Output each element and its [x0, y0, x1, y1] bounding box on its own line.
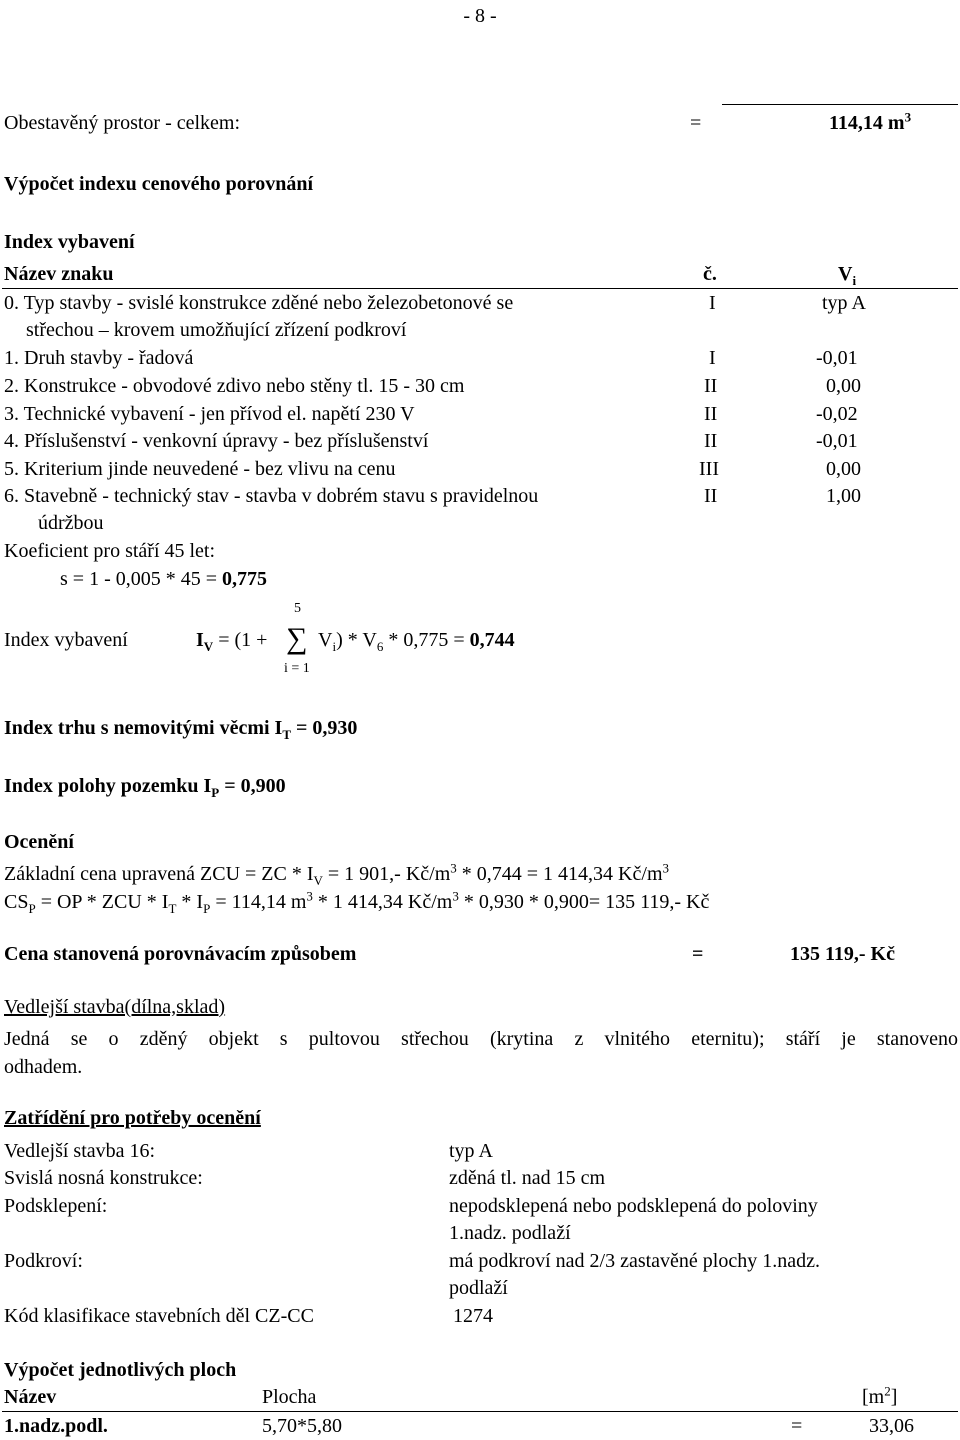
vypocet-title: Výpočet indexu cenového porovnání — [4, 173, 314, 195]
row-name: 3. Technické vybavení - jen přívod el. napětí 230 V — [4, 403, 415, 425]
index-polohy: Index polohy pozemku $I_P = 0,900$ — [4, 775, 286, 800]
table-header-c: č. — [703, 263, 717, 285]
obestaveny-eq: = — [690, 112, 702, 134]
zatrideni-label: Podsklepení: — [4, 1195, 108, 1217]
plochy-row-plocha: 5,70*5,80 — [262, 1415, 342, 1437]
zatrideni-label: Vedlejší stavba 16: — [4, 1140, 156, 1162]
row-v: 1,00 — [826, 485, 861, 507]
page-number: - 8 - — [463, 5, 497, 27]
row-name: 2. Konstrukce - obvodové zdivo nebo stěny tl. 15 - 30 cm — [4, 375, 465, 397]
row-name: 1. Druh stavby - řadová — [4, 347, 194, 369]
row-name: 4. Příslušenství - venkovní úpravy - bez příslušenství — [4, 430, 429, 452]
index-formula-lhs: $I_V = (1$ + — [196, 629, 268, 654]
plochy-header-unit: $[m^2]$ — [862, 1383, 898, 1408]
sum-lower: i = 1 — [284, 661, 310, 676]
plochy-row-name: 1.nadz.podl. — [4, 1415, 108, 1437]
row-v: -0,01 — [816, 347, 858, 369]
row-c: I — [709, 292, 716, 314]
row-name-cont: střechou – krovem umožňující zřízení podkroví — [26, 319, 407, 341]
zatrideni-label: Podkroví: — [4, 1250, 83, 1272]
row-c: II — [704, 375, 718, 397]
plochy-row-eq: = — [791, 1415, 803, 1437]
index-formula-rhs: $V_i) * V_6 * 0,775 = 0,744$ — [318, 629, 515, 654]
index-vybaveni-title: Index vybavení — [4, 231, 135, 253]
row-c: II — [704, 403, 718, 425]
table-header-rule — [2, 288, 958, 289]
row-v: 0,00 — [826, 458, 861, 480]
row-name: 5. Kriterium jinde neuvedené - bez vlivu na cenu — [4, 458, 396, 480]
vedlejsi-paragraph-line2: odhadem. — [4, 1056, 83, 1078]
table-header-v: $V_i$ — [838, 263, 857, 288]
index-trhu: Index trhu s nemovitými věcmi $I_T = 0,930$ — [4, 717, 358, 742]
plochy-header-name: Název — [4, 1386, 57, 1408]
row-v: typ A — [822, 292, 866, 314]
plochy-header-plocha: Plocha — [262, 1386, 317, 1408]
index-formula-label: Index vybavení — [4, 629, 128, 651]
zatrideni-value-cont: podlaží — [449, 1277, 508, 1299]
koef-formula: s = 1 - 0,005 * 45 = 0,775 — [60, 568, 268, 590]
cena-eq: = — [692, 943, 704, 965]
result-rule — [722, 104, 958, 105]
plochy-title: Výpočet jednotlivých ploch — [4, 1359, 237, 1381]
row-v: -0,02 — [816, 403, 858, 425]
cena-label: Cena stanovená porovnávacím způsobem — [4, 943, 357, 965]
table-header-name: Název znaku — [4, 263, 114, 285]
zatrideni-value: zděná tl. nad 15 cm — [449, 1167, 606, 1189]
cena-value: 135 119,- Kč — [790, 943, 895, 965]
obestaveny-value: 114,14 $m^3$ — [829, 109, 912, 134]
zatrideni-label: Svislá nosná konstrukce: — [4, 1167, 203, 1189]
oceneni-line2: $CS_P$ = OP * ZCU * $I_T * I_P = 114,14$ $m^3 * 1$ 414,34 $Kč/m^3 * 0,930 * 0,900= 135$ 119,- Kč — [4, 888, 710, 916]
row-c: I — [709, 347, 716, 369]
row-name-cont: údržbou — [38, 512, 104, 534]
row-c: III — [699, 458, 719, 480]
zatrideni-value: nepodsklepená nebo podsklepená do poloviny — [449, 1195, 818, 1217]
oceneni-line1: Základní cena upravená ZCU = ZC * $I_V = 1$ 901,- $Kč/m^3 * 0,744 = 1$ 414,34 $Kč/m^3$ — [4, 860, 669, 888]
obestaveny-label: Obestavěný prostor - celkem: — [4, 112, 241, 134]
zatrideni-value-cont: 1.nadz. podlaží — [449, 1222, 571, 1244]
row-name: 6. Stavebně - technický stav - stavba v dobrém stavu s pravidelnou — [4, 485, 539, 507]
plochy-header-rule — [2, 1411, 958, 1412]
zatrideni-value: má podkroví nad 2/3 zastavěné plochy 1.nadz. — [449, 1250, 820, 1272]
vedlejsi-title: Vedlejší stavba(dílna,sklad) — [4, 996, 226, 1018]
vedlejsi-paragraph-line1: Jedná se o zděný objekt s pultovou střechou (krytina z vlnitého eternitu); stáří je stanoveno — [4, 1028, 958, 1050]
plochy-row-value: 33,06 — [869, 1415, 914, 1437]
zatrideni-value: 1274 — [453, 1305, 493, 1327]
zatrideni-label: Kód klasifikace stavebních děl CZ-CC — [4, 1305, 314, 1327]
row-c: II — [704, 430, 718, 452]
koef-label: Koeficient pro stáří 45 let: — [4, 540, 216, 562]
row-c: II — [704, 485, 718, 507]
zatrideni-title: Zatřídění pro potřeby ocenění — [4, 1107, 261, 1129]
row-v: -0,01 — [816, 430, 858, 452]
row-name: 0. Typ stavby - svislé konstrukce zděné nebo železobetonové se — [4, 292, 514, 314]
sum-upper: 5 — [294, 601, 301, 616]
sum-sign: ∑ — [286, 622, 308, 655]
oceneni-title: Ocenění — [4, 831, 74, 853]
zatrideni-value: typ A — [449, 1140, 493, 1162]
row-v: 0,00 — [826, 375, 861, 397]
